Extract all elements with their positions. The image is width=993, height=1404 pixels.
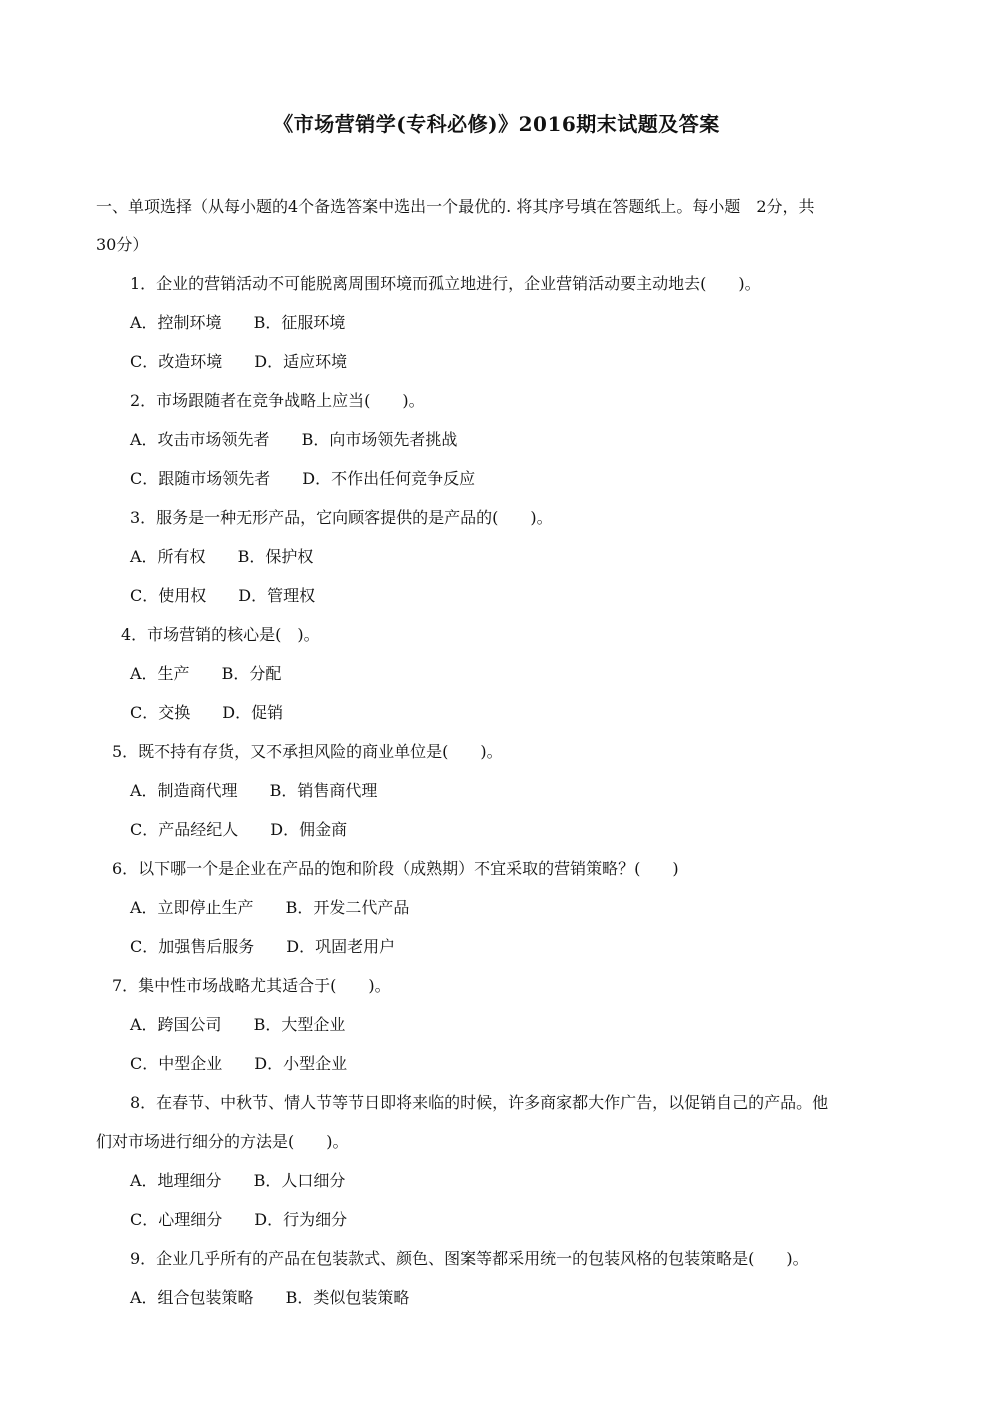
question-8-text-line1: 8．在春节、中秋节、情人节等节日即将来临的时候，许多商家都大作广告，以促销自己的产品。他 (130, 1093, 829, 1112)
question-6-option-b: B．开发二代产品 (285, 898, 410, 917)
question-5-option-b: B．销售商代理 (269, 781, 378, 800)
question-9-option-a: A．组合包装策略 (130, 1288, 254, 1307)
question-5-text: 5．既不持有存货，又不承担风险的商业单位是( )。 (112, 742, 503, 761)
question-6-option-c: C．加强售后服务 (130, 937, 255, 956)
question-8-options-cd (130, 1209, 347, 1231)
question-8-option-b: B．人口细分 (253, 1171, 346, 1190)
question-6-text: 6．以下哪一个是企业在产品的饱和阶段（成熟期）不宜采取的营销策略？( ) (112, 859, 679, 878)
question-2-option-b: B．向市场领先者挑战 (301, 430, 458, 449)
question-1-option-c: C．改造环境 (130, 352, 223, 371)
question-2-options-ab (130, 429, 457, 451)
question-1-options-cd (130, 351, 347, 373)
question-4-options-ab (130, 663, 281, 685)
question-3-text: 3．服务是一种无形产品，它向顾客提供的是产品的( )。 (130, 508, 553, 527)
question-4-option-c: C．交换 (130, 703, 191, 722)
question-5-option-a: A．制造商代理 (130, 781, 238, 800)
section-heading-line2: 30分） (96, 235, 149, 254)
question-8-option-d: D．行为细分 (254, 1210, 348, 1229)
question-7-option-b: B．大型企业 (253, 1015, 346, 1034)
question-8-text-line2: 们对市场进行细分的方法是( )。 (96, 1132, 349, 1151)
question-3-option-a: A．所有权 (130, 547, 206, 566)
question-6-options-cd (130, 936, 395, 958)
question-2-option-a: A．攻击市场领先者 (130, 430, 270, 449)
section-heading-line1: 一、单项选择（从每小题的4个备选答案中选出一个最优的. 将其序号填在答题纸上。每小题 2分，共 (96, 197, 815, 216)
question-2-text: 2．市场跟随者在竞争战略上应当( )。 (130, 391, 425, 410)
question-5-options-cd (130, 819, 347, 841)
question-4-option-d: D．促销 (222, 703, 284, 722)
document-title: 《市场营销学(专科必修)》2016期末试题及答案 (273, 112, 720, 136)
question-5-option-d: D．佣金商 (270, 820, 348, 839)
question-7-option-d: D．小型企业 (254, 1054, 348, 1073)
question-1-option-d: D．适应环境 (254, 352, 348, 371)
question-6-options-ab (130, 897, 409, 919)
question-7-option-c: C．中型企业 (130, 1054, 223, 1073)
question-1-option-a: A．控制环境 (130, 313, 222, 332)
question-7-options-cd (130, 1053, 347, 1075)
question-9-option-b: B．类似包装策略 (285, 1288, 410, 1307)
question-3-option-d: D．管理权 (238, 586, 316, 605)
question-5-options-ab (130, 780, 377, 802)
question-9-options-ab (130, 1287, 409, 1309)
question-1-options-ab (130, 312, 345, 334)
question-3-options-ab (130, 546, 313, 568)
question-4-option-a: A．生产 (130, 664, 190, 683)
question-2-option-d: D．不作出任何竞争反应 (302, 469, 476, 488)
question-4-text: 4．市场营销的核心是( )。 (121, 625, 320, 644)
question-8-option-a: A．地理细分 (130, 1171, 222, 1190)
question-7-option-a: A．跨国公司 (130, 1015, 222, 1034)
question-1-option-b: B．征服环境 (253, 313, 346, 332)
question-3-option-c: C．使用权 (130, 586, 207, 605)
question-7-text: 7．集中性市场战略尤其适合于( )。 (112, 976, 391, 995)
question-3-options-cd (130, 585, 315, 607)
question-6-option-d: D．巩固老用户 (286, 937, 396, 956)
question-3-option-b: B．保护权 (237, 547, 314, 566)
question-9-text: 9．企业几乎所有的产品在包装款式、颜色、图案等都采用统一的包装风格的包装策略是( )。 (130, 1249, 809, 1268)
question-4-options-cd (130, 702, 283, 724)
question-4-option-b: B．分配 (221, 664, 282, 683)
question-8-options-ab (130, 1170, 345, 1192)
question-2-option-c: C．跟随市场领先者 (130, 469, 271, 488)
question-7-options-ab (130, 1014, 345, 1036)
question-6-option-a: A．立即停止生产 (130, 898, 254, 917)
question-2-options-cd (130, 468, 475, 490)
question-8-option-c: C．心理细分 (130, 1210, 223, 1229)
question-5-option-c: C．产品经纪人 (130, 820, 239, 839)
question-1-text: 1．企业的营销活动不可能脱离周围环境而孤立地进行，企业营销活动要主动地去( )。 (130, 274, 761, 293)
